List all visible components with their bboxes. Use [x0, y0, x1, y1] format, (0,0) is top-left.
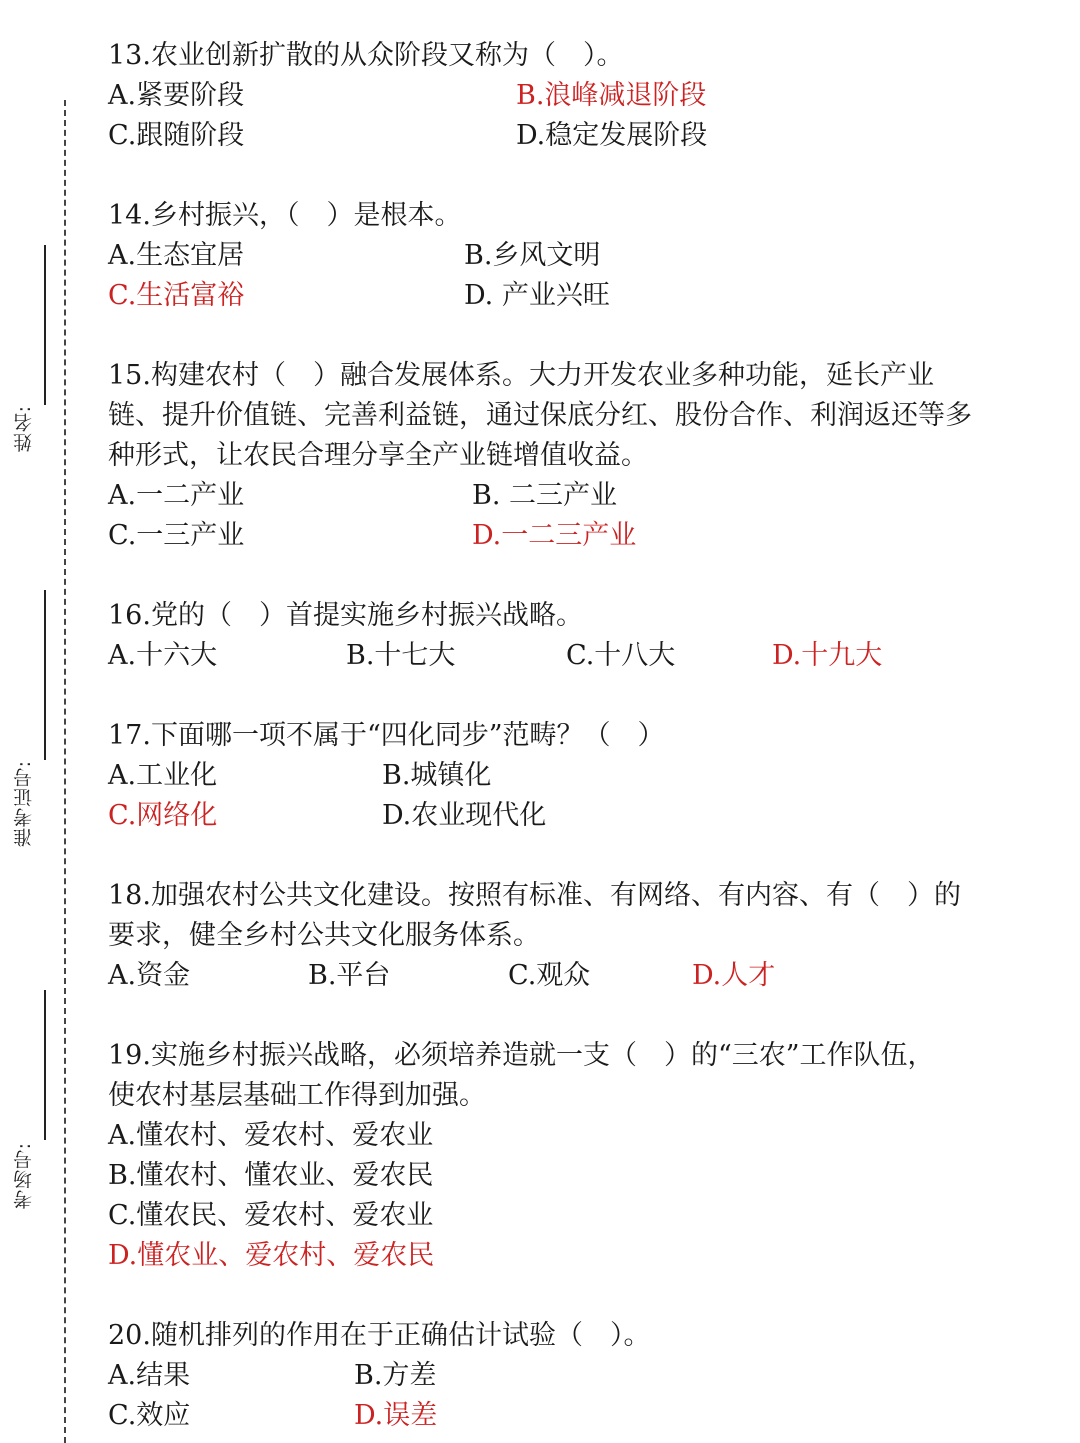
option-d-correct[interactable]: D.误差 — [354, 1400, 438, 1431]
option-d[interactable]: D.农业现代化 — [382, 800, 547, 831]
option-b[interactable]: B.十七大 — [346, 640, 456, 671]
question-stem: 17.下面哪一项不属于“四化同步”范畴？（ ） — [108, 720, 665, 751]
option-c-correct[interactable]: C.生活富裕 — [108, 280, 245, 311]
option-b[interactable]: B. 二三产业 — [472, 480, 618, 511]
exam-room-field-label: 考场号: — [13, 1142, 35, 1210]
option-b[interactable]: B.懂农村、懂农业、爱农民 — [108, 1160, 434, 1191]
option-c-correct[interactable]: C.网络化 — [108, 800, 218, 831]
exam-id-field[interactable] — [10, 590, 54, 880]
option-a[interactable]: A.结果 — [108, 1360, 191, 1391]
option-a[interactable]: A.生态宜居 — [108, 240, 245, 271]
exam-room-field-line — [44, 990, 46, 1140]
option-a[interactable]: A.资金 — [108, 960, 191, 991]
option-a[interactable]: A.懂农村、爱农村、爱农业 — [108, 1120, 434, 1151]
exam-id-field-line — [44, 590, 46, 760]
option-c[interactable]: C.十八大 — [566, 640, 676, 671]
question-stem-line-1: 19.实施乡村振兴战略，必须培养造就一支（ ）的“三农”工作队伍， — [108, 1040, 935, 1071]
option-c[interactable]: C.跟随阶段 — [108, 120, 245, 151]
question-stem: 20.随机排列的作用在于正确估计试验（ ）。 — [108, 1320, 651, 1351]
question-stem-line-3: 种形式，让农民合理分享全产业链增值收益。 — [108, 440, 648, 471]
option-b-correct[interactable]: B.浪峰减退阶段 — [516, 80, 707, 111]
option-b[interactable]: B.乡风文明 — [464, 240, 601, 271]
option-d-correct[interactable]: D.懂农业、爱农村、爱农民 — [108, 1240, 435, 1271]
binding-dashed-line — [64, 100, 66, 1443]
question-stem-line-2: 链、提升价值链、完善利益链，通过保底分红、股份合作、利润返还等多 — [108, 400, 972, 431]
option-c[interactable]: C.懂农民、爱农村、爱农业 — [108, 1200, 434, 1231]
option-a[interactable]: A.工业化 — [108, 760, 218, 791]
option-b[interactable]: B.城镇化 — [382, 760, 492, 791]
name-field-line — [44, 245, 46, 405]
option-a[interactable]: A.紧要阶段 — [108, 80, 245, 111]
name-field[interactable] — [10, 245, 54, 475]
question-stem-line-2: 使农村基层基础工作得到加强。 — [108, 1080, 486, 1111]
question-stem-line-2: 要求，健全乡村公共文化服务体系。 — [108, 920, 540, 951]
question-stem-line-1: 18.加强农村公共文化建设。按照有标准、有网络、有内容、有（ ）的 — [108, 880, 961, 911]
option-d-correct[interactable]: D.一二三产业 — [472, 520, 637, 551]
option-a[interactable]: A.一二产业 — [108, 480, 245, 511]
option-d-correct[interactable]: D.十九大 — [772, 640, 883, 671]
question-stem: 14.乡村振兴，（ ）是根本。 — [108, 200, 462, 231]
name-field-label: 姓名: — [13, 405, 35, 453]
question-stem: 16.党的（ ）首提实施乡村振兴战略。 — [108, 600, 583, 631]
question-stem-line-1: 15.构建农村（ ）融合发展体系。大力开发农业多种功能，延长产业 — [108, 360, 934, 391]
option-b[interactable]: B.平台 — [308, 960, 391, 991]
question-stem: 13.农业创新扩散的从众阶段又称为（ ）。 — [108, 40, 624, 71]
option-d-correct[interactable]: D.人才 — [692, 960, 776, 991]
option-d[interactable]: D. 产业兴旺 — [464, 280, 610, 311]
option-c[interactable]: C.效应 — [108, 1400, 191, 1431]
option-c[interactable]: C.观众 — [508, 960, 591, 991]
exam-room-field[interactable] — [10, 990, 54, 1230]
option-a[interactable]: A.十六大 — [108, 640, 218, 671]
option-b[interactable]: B.方差 — [354, 1360, 437, 1391]
option-d[interactable]: D.稳定发展阶段 — [516, 120, 708, 151]
exam-id-field-label: 准考证号: — [13, 760, 35, 848]
option-c[interactable]: C.一三产业 — [108, 520, 245, 551]
